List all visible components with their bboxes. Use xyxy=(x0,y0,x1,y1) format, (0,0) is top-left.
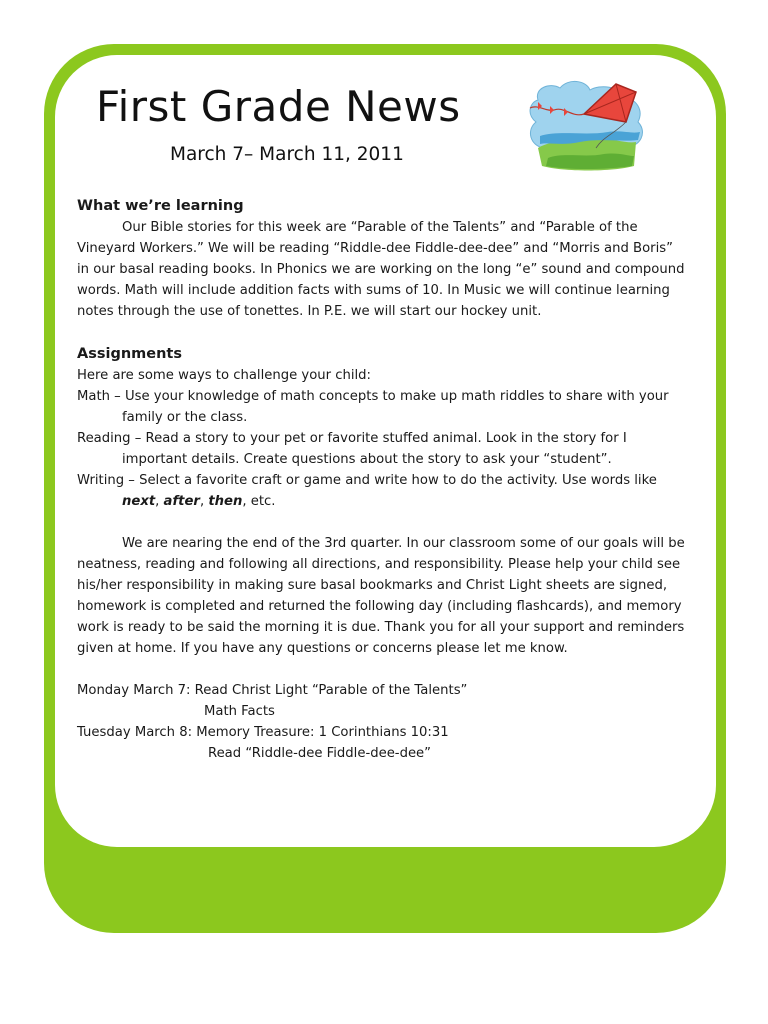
weekly-schedule xyxy=(77,680,687,764)
hill-shadow xyxy=(546,153,634,169)
writing-text: Writing – Select a favorite craft or game and write how to do the activity. Use words like xyxy=(77,473,657,488)
assignments-intro: Here are some ways to challenge your child: xyxy=(77,368,372,383)
newsletter-body xyxy=(77,195,687,764)
emphasized-word-after: after xyxy=(163,494,200,509)
date-range: March 7– March 11, 2011 xyxy=(170,144,404,165)
learning-heading: What we’re learning xyxy=(77,198,244,214)
learning-paragraph: Our Bible stories for this week are “Parable of the Talents” and “Parable of the Vineyard Workers.” We will be reading “Riddle-dee Fiddle-dee-dee” and “Morris and Boris” in our basal reading books. In Phonics we are working on the long “e” sound and compound words. Math will include addition facts with sums of 10. In Music we will continue learning notes through the use of tonettes. In P.E. we will start our hockey unit. xyxy=(77,220,685,319)
assignment-math: Math – Use your knowledge of math concepts to make up math riddles to share with your family or the class. xyxy=(77,389,669,425)
assignment-writing: Writing – Select a favorite craft or game and write how to do the activity. Use words like next, after, then, etc. xyxy=(77,473,657,509)
schedule-monday: Monday March 7: Read Christ Light “Parable of the Talents” xyxy=(77,683,468,698)
schedule-tuesday-detail: Read “Riddle-dee Fiddle-dee-dee” xyxy=(208,746,432,761)
kite-clipart xyxy=(524,74,652,174)
closing-paragraph: We are nearing the end of the 3rd quarter. In our classroom some of our goals will be neatness, reading and following all directions, and responsibility. Please help your child see his/her responsibility in making sure basal bookmarks and Christ Light sheets are signed, homework is completed and returned the following day (including flashcards), and memory work is ready to be said the morning it is due. Thank you for all your support and reminders given at home. If you have any questions or concerns please let me know. xyxy=(77,536,685,656)
schedule-monday-detail: Math Facts xyxy=(204,704,275,719)
schedule-tuesday: Tuesday March 8: Memory Treasure: 1 Corinthians 10:31 xyxy=(77,725,449,740)
assignment-reading: Reading – Read a story to your pet or favorite stuffed animal. Look in the story for I important details. Create questions about the story to ask your “student”. xyxy=(77,431,627,467)
emphasized-word-then: then xyxy=(208,494,243,509)
newsletter-title: First Grade News xyxy=(96,82,461,131)
assignments-heading: Assignments xyxy=(77,346,182,362)
emphasized-word-next: next xyxy=(122,494,156,509)
